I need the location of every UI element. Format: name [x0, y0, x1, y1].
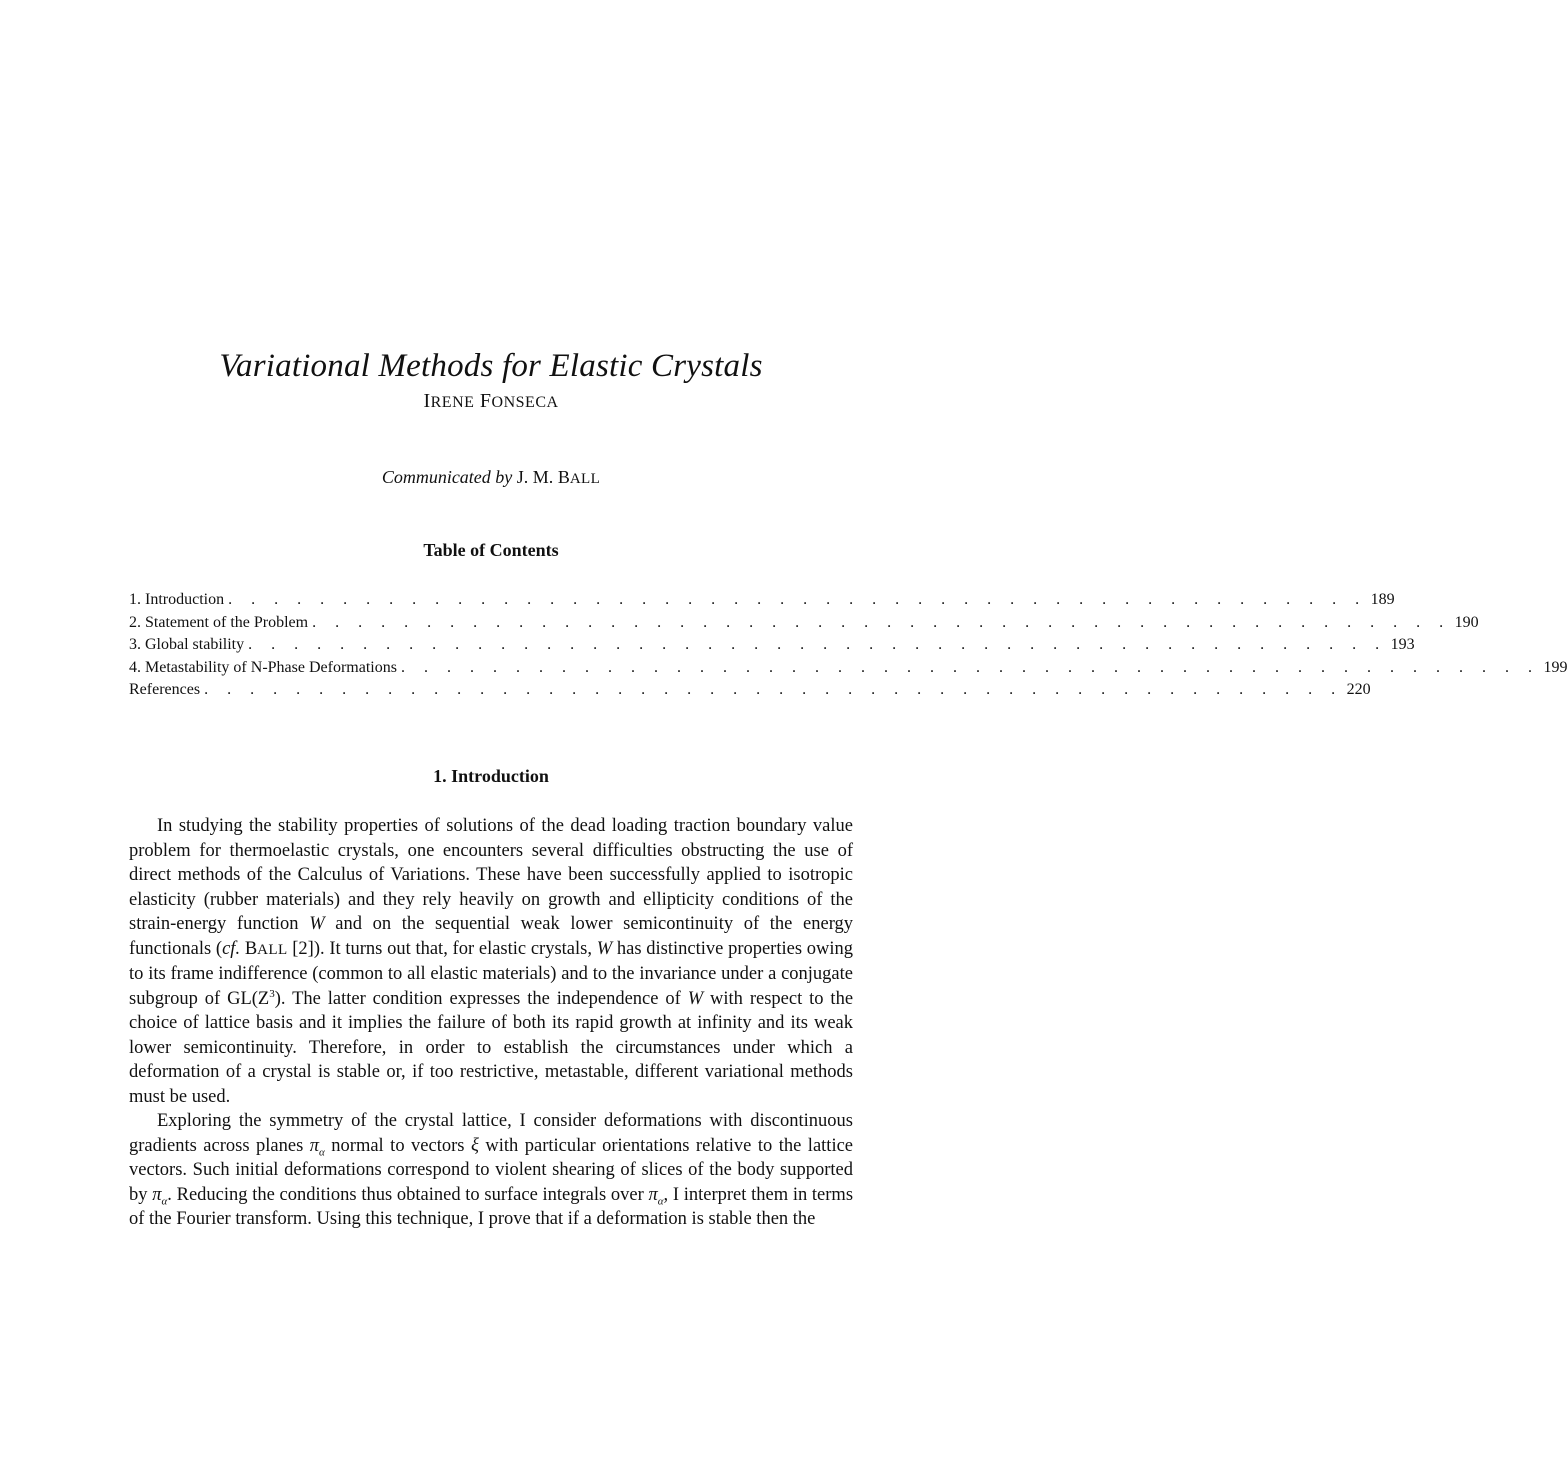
paper-title: Variational Methods for Elastic Crystals	[219, 348, 763, 384]
toc-heading: Table of Contents	[423, 540, 559, 560]
toc-entry-page: 199	[1543, 658, 1567, 676]
toc-leader-dots: . . . . . . . . . . . . . . . . . . . . . . . . . . . . . . . . . . . . . . . . . . . . . . . . . .	[400, 658, 1540, 676]
toc-entry-page: 190	[1454, 613, 1479, 631]
table-of-contents	[129, 589, 1567, 702]
toc-entry-references	[129, 679, 1371, 702]
communicated-by-line: Communicated by J. M. BALL	[381, 467, 601, 487]
author-name: IRENE FONSECA	[423, 390, 559, 412]
toc-leader-dots: . . . . . . . . . . . . . . . . . . . . . . . . . . . . . . . . . . . . . . . . . . . . . . . . . .	[248, 636, 1387, 654]
body-text	[129, 814, 853, 1232]
section-heading-introduction: 1. Introduction	[433, 766, 549, 786]
toc-entry-label: 4. Metastability of N-Phase Deformations	[129, 658, 397, 676]
paragraph-1: In studying the stability properties of solutions of the dead loading traction boundary value problem for thermoelastic crystals, one encounters several difficulties obstructing the use of direct methods of the Calculus of Variations. These have been successfully applied to isotropic elasticity (rubber materials) and they rely heavily on growth and ellipticity conditions of the strain-energy function W and on the sequential weak lower semicontinuity of the energy functionals (cf. BALL [2]). It turns out that, for elastic crystals, W has distinctive properties owing to its frame indifference (common to all elastic materials) and to the invariance under a conjugate subgroup of $GL(Z^3)$. The latter condition expresses the independence of W with respect to the choice of lattice basis and it implies the failure of both its rapid growth at infinity and its weak lower semicontinuity. Therefore, in order to establish the circumstances under which a deformation of a crystal is stable or, if too restrictive, metastable, different variational methods must be used.	[129, 816, 854, 1107]
toc-entry-statement	[129, 612, 1479, 635]
toc-entry-metastability	[129, 657, 1567, 680]
toc-entry-label: References	[129, 681, 201, 699]
toc-leader-dots: . . . . . . . . . . . . . . . . . . . . . . . . . . . . . . . . . . . . . . . . . . . . . . . . . .	[312, 613, 1451, 631]
toc-entry-page: 193	[1390, 636, 1415, 654]
toc-leader-dots: . . . . . . . . . . . . . . . . . . . . . . . . . . . . . . . . . . . . . . . . . . . . . . . . . .	[204, 681, 1343, 699]
toc-entry-label: 3. Global stability	[129, 636, 245, 654]
toc-entry-label: 1. Introduction	[129, 591, 225, 608]
toc-entry-label: 2. Statement of the Problem	[129, 613, 309, 631]
paragraph-2: Exploring the symmetry of the crystal lattice, I consider deformations with discontinuous gradients across planes $\pi_\alpha$ normal to vectors ξ with particular orientations relative to the lattice vectors. Such initial deformations correspond to violent shearing of slices of the body supported by $\pi_\alpha$. Reducing the conditions thus obtained to surface integrals over $\pi_\alpha$, I interpret them in terms of the Fourier transform. Using this technique, I prove that if a deformation is stable then the	[129, 1111, 854, 1229]
toc-leader-dots: . . . . . . . . . . . . . . . . . . . . . . . . . . . . . . . . . . . . . . . . . . . . . . . . . .	[228, 591, 1367, 608]
toc-entry-global-stability	[129, 634, 1415, 657]
toc-entry-page: 220	[1346, 681, 1371, 699]
toc-entry-introduction	[129, 589, 1395, 612]
toc-entry-page: 189	[1370, 591, 1395, 608]
